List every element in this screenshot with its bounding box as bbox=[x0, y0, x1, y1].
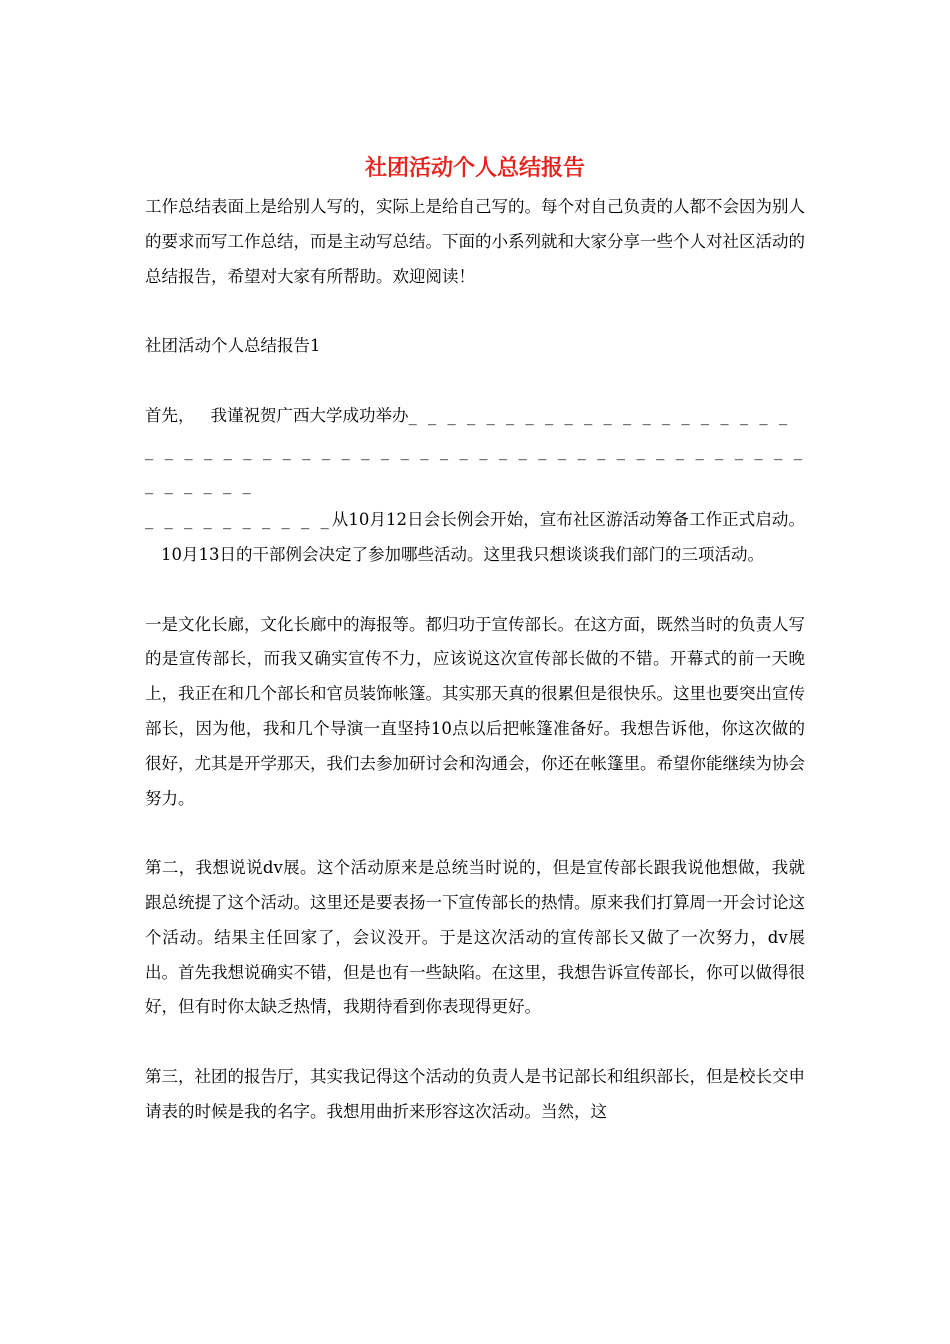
document-body bbox=[145, 190, 805, 1130]
paragraph-spacer bbox=[145, 573, 805, 608]
paragraph-dv-exhibition: 第二，我想说说dv展。这个活动原来是总统当时说的，但是宣传部长跟我说他想做，我就跟总统提了这个活动。这里还是要表扬一下宣传部长的热情。原来我们打算周一开会讨论这个活动。结果主任回家了，会议没开。于是这次活动的宣传部长又做了一次努力，dv展出。首先我想说确实不错，但是也有一些缺陷。在这里，我想告诉宣传部长，你可以做得很好，但有时你太缺乏热情，我期待看到你表现得更好。 bbox=[145, 858, 805, 1017]
section-heading: 社团活动个人总结报告1 bbox=[145, 336, 321, 356]
paragraph-spacer bbox=[145, 364, 805, 399]
fill-blank-line-1: _ _ _ _ _ _ _ _ _ _ _ _ _ _ _ _ _ _ _ _ bbox=[408, 405, 791, 425]
paragraph-first-text-c: 10月13日的干部例会决定了参加哪些活动。这里我只想谈谈我们部门的三项活动。 bbox=[161, 544, 764, 564]
paragraph-first-text-b: 从10月12日会长例会开始，宣布社区游活动筹备工作正式启动。 bbox=[331, 510, 805, 530]
paragraph-culture-corridor: 一是文化长廊，文化长廊中的海报等。都归功于宣传部长。在这方面，既然当时的负责人写的是宣传部长，而我又确实宣传不力，应该说这次宣传部长做的不错。开幕式的前一天晚上，我正在和几个部长和官员装饰帐篷。其实那天真的很累但是很快乐。这里也要突出宣传部长，因为他，我和几个导演一直坚持10点以后把帐篷准备好。我想告诉他，你这次做的很好，尤其是开学那天，我们去参加研讨会和沟通会，你还在帐篷里。希望你能继续为协会努力。 bbox=[145, 614, 805, 808]
paragraph-spacer bbox=[145, 294, 805, 329]
paragraph-first-text-a: 我谨祝贺广西大学成功举办 bbox=[210, 405, 409, 425]
intro-paragraph: 工作总结表面上是给别人写的，实际上是给自己写的。每个对自己负责的人都不会因为别人的要求而写工作总结，而是主动写总结。下面的小系列就和大家分享一些个人对社区活动的总结报告，希望对大家有所帮助。欢迎阅读！ bbox=[145, 197, 805, 286]
paragraph-lecture-hall: 第三，社团的报告厅，其实我记得这个活动的负责人是书记部长和组织部长，但是校长交申请表的时候是我的名字。我想用曲折来形容这次活动。当然，这 bbox=[145, 1066, 805, 1121]
paragraph-first bbox=[145, 399, 805, 573]
fill-blank-line-2: _ _ _ _ _ _ _ _ _ _ _ _ _ _ _ _ _ _ _ _ _ _ _ _ _ _ _ _ _ _ _ _ _ _ _ _ _ _ _ _ bbox=[145, 440, 805, 495]
fill-blank-line-3: _ _ _ _ _ _ _ _ _ _ bbox=[145, 510, 332, 530]
paragraph-spacer bbox=[145, 816, 805, 851]
paragraph-spacer bbox=[145, 1025, 805, 1060]
paragraph-first-lead: 首先， bbox=[145, 405, 195, 425]
document-title: 社团活动个人总结报告 bbox=[364, 155, 585, 181]
